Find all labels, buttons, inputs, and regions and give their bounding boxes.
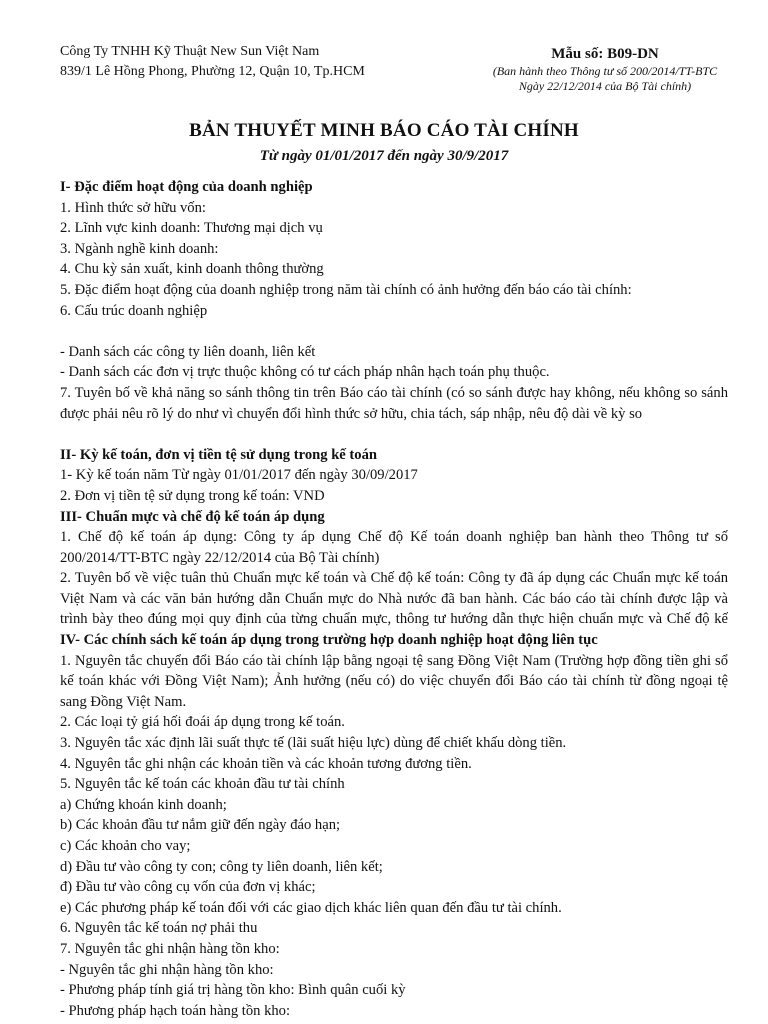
form-issued-line-1: (Ban hành theo Thông tư số 200/2014/TT-BTC (492, 64, 718, 78)
list-item: d) Đầu tư vào công ty con; công ty liên doanh, liên kết; (60, 858, 383, 875)
list-item: - Phương pháp hạch toán hàng tồn kho: (60, 1002, 291, 1019)
list-item: 1- Kỳ kế toán năm Từ ngày 01/01/2017 đến ngày 30/09/2017 (60, 467, 418, 484)
company-address: 839/1 Lê Hồng Phong, Phường 12, Quận 10, Tp.HCM (60, 64, 365, 79)
section-heading: II- Kỳ kế toán, đơn vị tiền tệ sử dụng trong kế toán (60, 446, 378, 463)
company-name: Công Ty TNHH Kỹ Thuật New Sun Việt Nam (60, 44, 320, 59)
report-period: Từ ngày 01/01/2017 đến ngày 30/9/2017 (259, 148, 509, 164)
paragraph: 1. Nguyên tắc chuyển đổi Báo cáo tài chính lập bằng ngoại tệ sang Đồng Việt Nam (Trường hợp đồng tiền ghi sổ kế toán khác với Đồng Việt Nam); Ảnh hưởng (nếu có) do việc chuyển đổi Báo cáo tài chính từ đồng ngoại tệ sang Đồng Việt Nam. (60, 652, 728, 710)
list-item: - Danh sách các đơn vị trực thuộc không có tư cách pháp nhân hạch toán phụ thuộc. (60, 364, 550, 381)
section-heading: III- Chuẩn mực và chế độ kế toán áp dụng (60, 508, 325, 525)
form-issued-line-2: Ngày 22/12/2014 của Bộ Tài chính) (518, 79, 692, 93)
list-item: 2. Lĩnh vực kinh doanh: Thương mại dịch vụ (60, 220, 323, 237)
document-title: BẢN THUYẾT MINH BÁO CÁO TÀI CHÍNH (189, 120, 579, 141)
list-item: 5. Nguyên tắc kế toán các khoản đầu tư tài chính (60, 776, 345, 793)
list-item: 6. Nguyên tắc kế toán nợ phải thu (60, 920, 258, 937)
list-item: b) Các khoản đầu tư nắm giữ đến ngày đáo hạn; (60, 817, 341, 834)
list-item: 2. Các loại tỷ giá hối đoái áp dụng trong kế toán. (60, 714, 345, 731)
list-item: - Danh sách các công ty liên doanh, liên kết (60, 343, 316, 360)
list-item: e) Các phương pháp kế toán đối với các giao dịch khác liên quan đến đầu tư tài chính. (60, 899, 562, 916)
list-item: 4. Chu kỳ sản xuất, kinh doanh thông thường (60, 261, 324, 278)
list-item: 3. Ngành nghề kinh doanh: (60, 240, 219, 257)
list-item: 7. Nguyên tắc ghi nhận hàng tồn kho: (60, 940, 280, 957)
section-heading: IV- Các chính sách kế toán áp dụng trong trường hợp doanh nghiệp hoạt động liên tục (60, 632, 598, 649)
list-item: đ) Đầu tư vào công cụ vốn của đơn vị khác; (60, 879, 316, 896)
list-item: a) Chứng khoán kinh doanh; (60, 796, 227, 813)
list-item: - Nguyên tắc ghi nhận hàng tồn kho: (60, 961, 274, 978)
list-item: c) Các khoản cho vay; (60, 838, 191, 855)
list-item: 1. Hình thức sở hữu vốn: (60, 199, 206, 216)
list-item: 2. Đơn vị tiền tệ sử dụng trong kế toán: VND (60, 487, 325, 504)
form-header (470, 44, 740, 94)
document-body (60, 177, 728, 1021)
list-item: 5. Đặc điểm hoạt động của doanh nghiệp trong năm tài chính có ảnh hưởng đến báo cáo tài chính: (60, 281, 632, 298)
section-heading: I- Đặc điểm hoạt động của doanh nghiệp (60, 179, 313, 195)
paragraph: 7. Tuyên bố về khả năng so sánh thông tin trên Báo cáo tài chính (có so sánh được hay không, nếu không so sánh được phải nêu rõ lý do như vì chuyển đổi hình thức sở hữu, chia tách, sáp nhập, nêu độ dài về kỳ so (60, 384, 728, 422)
list-item: 6. Cấu trúc doanh nghiệp (60, 302, 208, 319)
list-item: - Phương pháp tính giá trị hàng tồn kho: Bình quân cuối kỳ (60, 982, 406, 999)
paragraph: 1. Chế độ kế toán áp dụng: Công ty áp dụng Chế độ Kế toán doanh nghiệp ban hành theo Thông tư số 200/2014/TT-BTC ngày 22/12/2014 của Bộ Tài chính) (60, 529, 728, 566)
list-item: 3. Nguyên tắc xác định lãi suất thực tế (lãi suất hiệu lực) dùng để chiết khấu dòng tiền. (60, 735, 567, 752)
paragraph: 2. Tuyên bố về việc tuân thủ Chuẩn mực kế toán và Chế độ kế toán: Công ty đã áp dụng các Chuẩn mực kế toán Việt Nam và các văn bản hướng dẫn Chuẩn mực do Nhà nước đã ban hành. Các báo cáo tài chính được lập và trình bày theo đúng mọi quy định của từng chuẩn mực, thông tư hướng dẫn thực hiện chuẩn mực và Chế độ kế (60, 570, 728, 628)
form-number: Mẫu số: B09-DN (551, 46, 659, 62)
company-header (60, 42, 365, 82)
list-item: 4. Nguyên tắc ghi nhận các khoản tiền và các khoản tương đương tiền. (60, 755, 472, 772)
